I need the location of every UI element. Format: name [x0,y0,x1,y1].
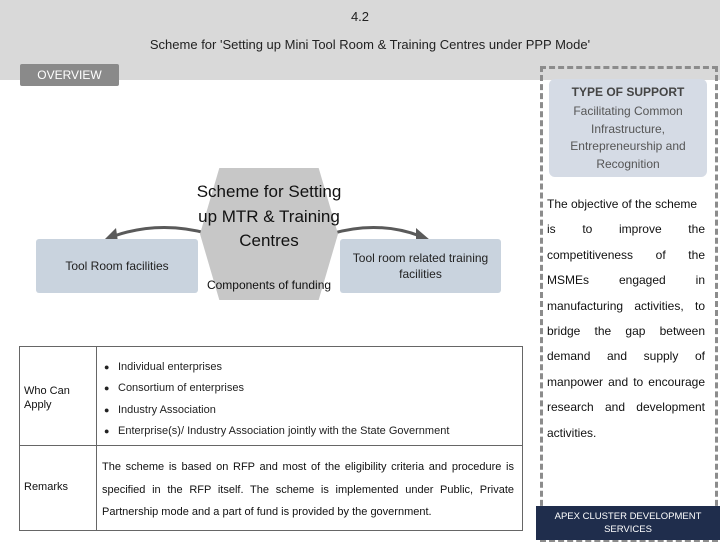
tool-room-facilities-label: Tool Room facilities [65,259,169,273]
tool-room-facilities-box [36,239,198,293]
type-of-support-box [549,79,707,177]
remarks-text: The scheme is based on RFP and most of the eligibility criteria and procedure is specified in the RFP itself. The scheme is implemented under Public, Private Partnership mode and a part of fund is provided by the government. [102,461,514,518]
applicant-label: Consortium of enterprises [118,382,244,395]
section-number: 4.2 [350,9,370,24]
objective-first-line: The objective of the scheme [547,197,698,211]
remarks-label: Remarks [24,481,69,493]
table-border-middle [19,445,522,446]
applicant-list [104,356,514,442]
table-border-right [522,346,523,531]
list-item [104,378,514,400]
bullet-icon: ● [104,383,110,394]
scheme-center-title: Scheme for Setting up MTR & Training Centres [196,182,342,250]
slide-title: Scheme for 'Setting up Mini Tool Room & Training Centres under PPP Mode' [149,37,591,52]
list-item [104,421,514,443]
list-item [104,399,514,421]
table-border-top [19,346,522,347]
training-facilities-box [340,239,501,293]
bullet-icon: ● [104,404,110,415]
bullet-icon: ● [104,426,110,437]
components-of-funding-label: Components of funding [206,278,332,292]
training-facilities-label: Tool room related training facilities [352,251,489,281]
bullet-icon: ● [104,361,110,372]
list-item [104,356,514,378]
objective-body: is to improve the competitiveness of the MSMEs engaged in manufacturing activities, to bridge the gap between demand and supply of manpower and to encourage research and development activities. [547,222,705,440]
applicant-label: Industry Association [118,403,216,416]
support-text: Facilitating Common Infrastructure, Entrepreneurship and Recognition [570,104,686,171]
applicant-label: Individual enterprises [118,360,222,373]
objective-text-block [547,192,705,446]
footer-brand: APEX CLUSTER DEVELOPMENT SERVICES [536,506,720,540]
applicant-label: Enterprise(s)/ Industry Association jointly with the State Government [118,425,450,438]
overview-button[interactable]: OVERVIEW [20,64,119,86]
table-border-left [19,346,20,531]
table-column-divider [96,346,97,531]
table-border-bottom [19,530,522,531]
who-can-apply-label: Who Can Apply [24,385,70,411]
support-title: TYPE OF SUPPORT [571,85,685,99]
